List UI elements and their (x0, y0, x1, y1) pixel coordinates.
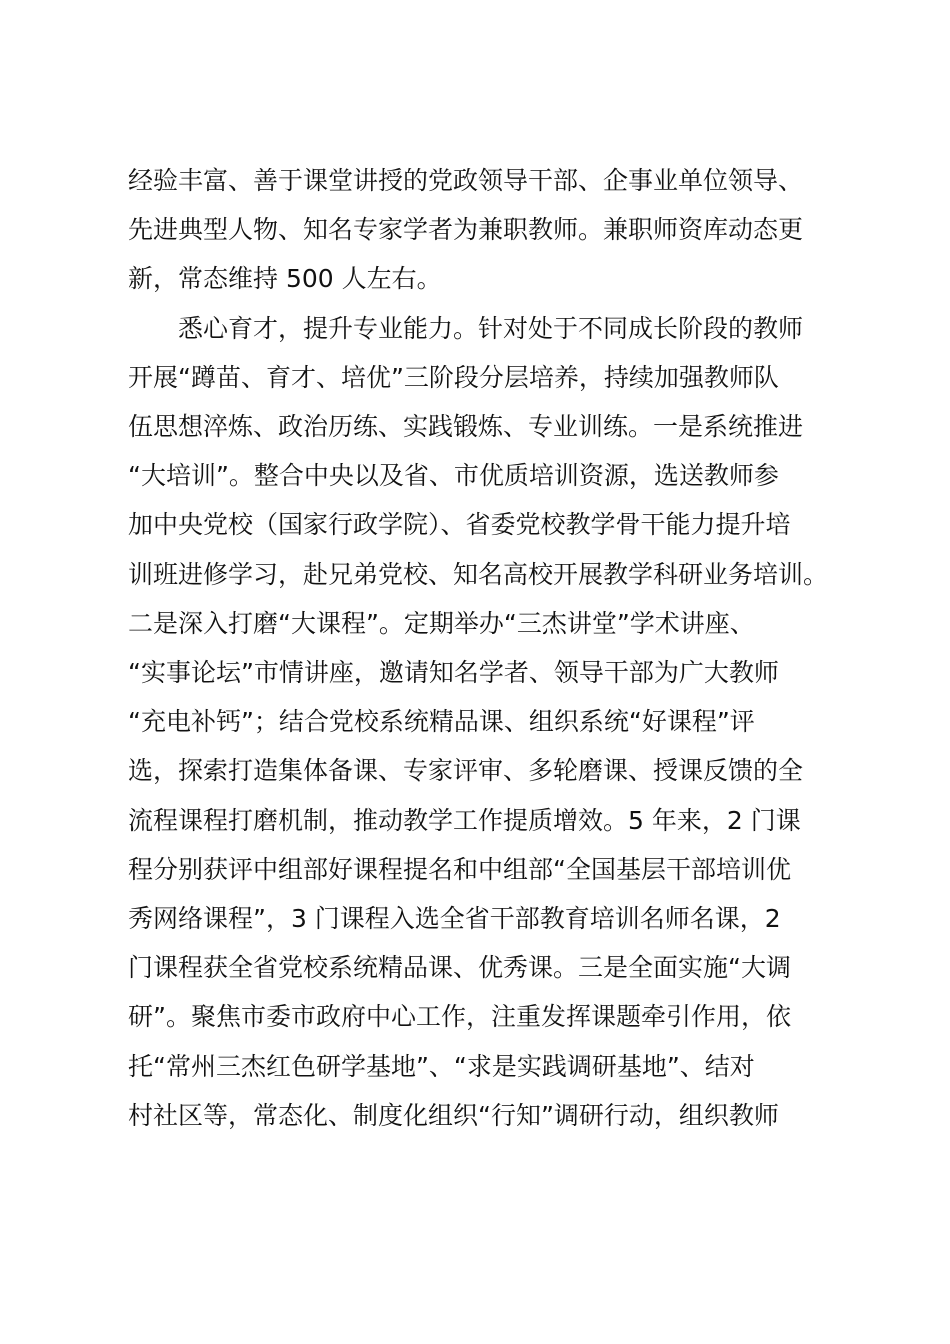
text-line: 二是深入打磨“大课程”。定期举办“三杰讲堂”学术讲座、 (128, 608, 755, 638)
text-line: 程分别获评中组部好课程提名和中组部“全国基层干部培训优 (128, 854, 791, 884)
text-line: 选，探索打造集体备课、专家评审、多轮磨课、授课反馈的全 (128, 756, 804, 786)
text-line: “充电补钙”；结合党校系统精品课、组织系统“好课程”评 (128, 707, 755, 737)
text-line: 经验丰富、善于课堂讲授的党政领导干部、企事业单位领导、 (128, 166, 804, 195)
text-line: 研”。聚焦市委市政府中心工作，注重发挥课题牵引作用，依 (128, 1002, 791, 1032)
text-line: 悉心育才，提升专业能力。针对处于不同成长阶段的教师 (178, 313, 804, 343)
text-line: 托“常州三杰红色研学基地”、“求是实践调研基地”、结对 (128, 1051, 755, 1081)
paragraph-1 (128, 156, 832, 304)
text-line: 秀网络课程”，3 门课程入选全省干部教育培训名师名课，2 (128, 904, 781, 934)
body-text (128, 156, 832, 1140)
paragraph-2 (128, 304, 832, 1140)
text-line: 新，常态维持 500 人左右。 (128, 264, 442, 294)
text-line: 村社区等，常态化、制度化组织“行知”调研行动，组织教师 (128, 1100, 779, 1130)
text-line: 训班进修学习，赴兄弟党校、知名高校开展教学科研业务培训。 (128, 559, 829, 589)
text-line: “大培训”。整合中央以及省、市优质培训资源，选送教师参 (128, 461, 779, 491)
text-line: 加中央党校（国家行政学院）、省委党校教学骨干能力提升培 (128, 510, 791, 540)
text-line: 伍思想淬炼、政治历练、实践锻炼、专业训练。一是系统推进 (128, 412, 804, 442)
text-line: 流程课程打磨机制，推动教学工作提质增效。5 年来，2 门课 (128, 805, 801, 835)
text-line: 门课程获全省党校系统精品课、优秀课。三是全面实施“大调 (128, 953, 791, 983)
text-line: “实事论坛”市情讲座，邀请知名学者、领导干部为广大教师 (128, 658, 779, 688)
text-line: 先进典型人物、知名专家学者为兼职教师。兼职师资库动态更 (128, 215, 804, 245)
text-line: 开展“蹲苗、育才、培优”三阶段分层培养，持续加强教师队 (128, 362, 779, 392)
